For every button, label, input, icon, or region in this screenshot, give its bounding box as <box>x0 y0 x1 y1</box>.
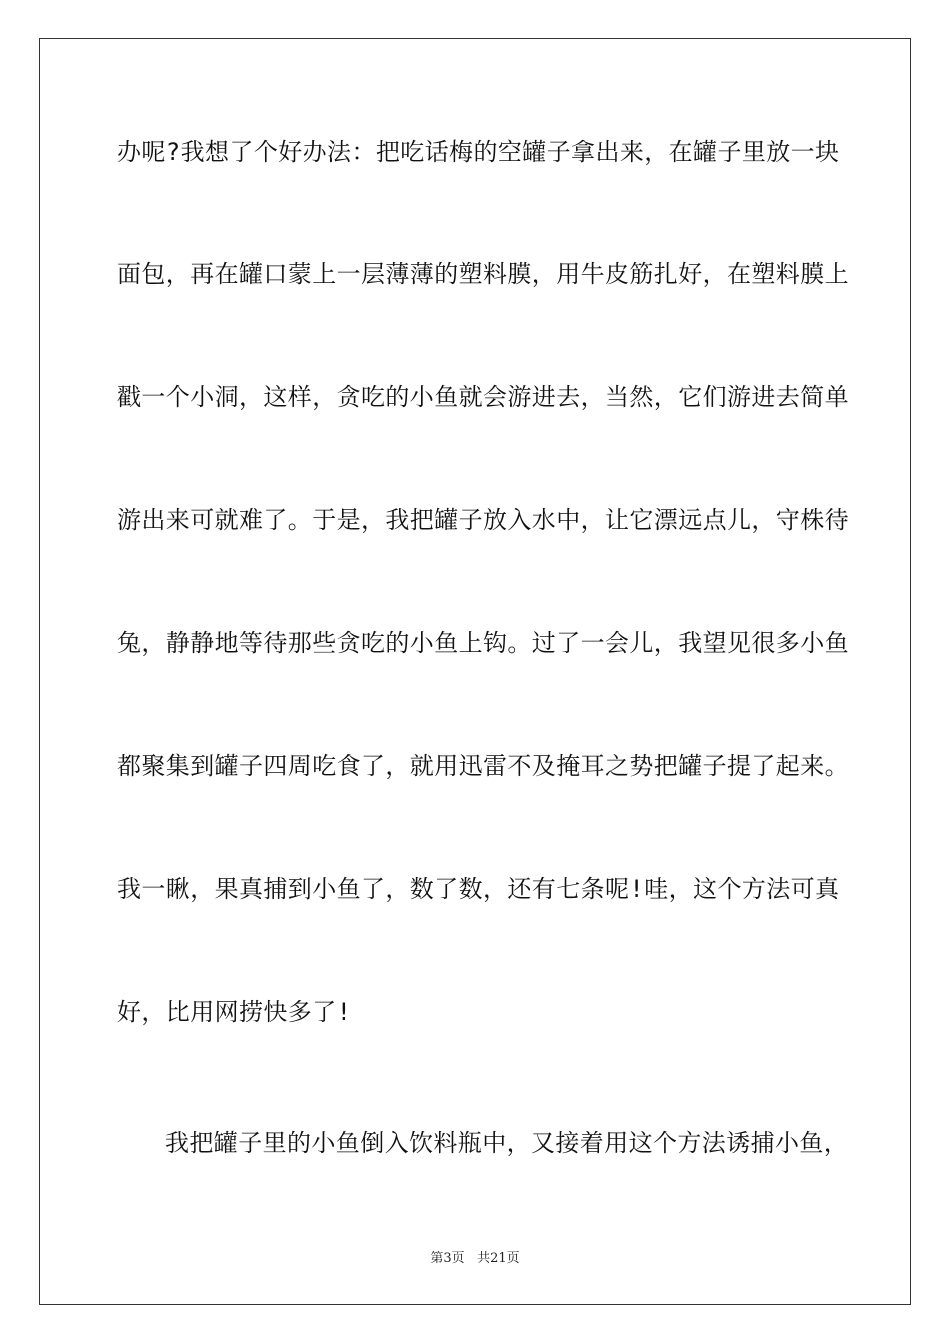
text-line-6: 都聚集到罐子四周吃食了，就用迅雷不及掩耳之势把罐子提了起来。 <box>117 752 849 780</box>
text-line-8: 好，比用网捞快多了! <box>117 998 352 1026</box>
page-border <box>39 38 911 1305</box>
text-line-1: 办呢?我想了个好办法：把吃话梅的空罐子拿出来，在罐子里放一块 <box>117 138 840 166</box>
text-line-2: 面包，再在罐口蒙上一层薄薄的塑料膜，用牛皮筋扎好，在塑料膜上 <box>117 260 849 288</box>
page-footer <box>0 1247 950 1266</box>
paragraph-first-line: 我把罐子里的小鱼倒入饮料瓶中，又接着用这个方法诱捕小鱼， <box>165 1129 849 1157</box>
text-line-4: 游出来可就难了。于是，我把罐子放入水中，让它漂远点儿，守株待 <box>117 506 849 534</box>
text-line-3: 戳一个小洞，这样，贪吃的小鱼就会游进去，当然，它们游进去简单 <box>117 383 849 411</box>
page-number: 第3页 <box>430 1251 465 1266</box>
text-line-7: 我一瞅，果真捕到小鱼了，数了数，还有七条呢!哇，这个方法可真 <box>117 875 840 903</box>
page-total: 共21页 <box>477 1251 520 1266</box>
text-line-5: 兔，静静地等待那些贪吃的小鱼上钩。过了一会儿，我望见很多小鱼 <box>117 629 849 657</box>
